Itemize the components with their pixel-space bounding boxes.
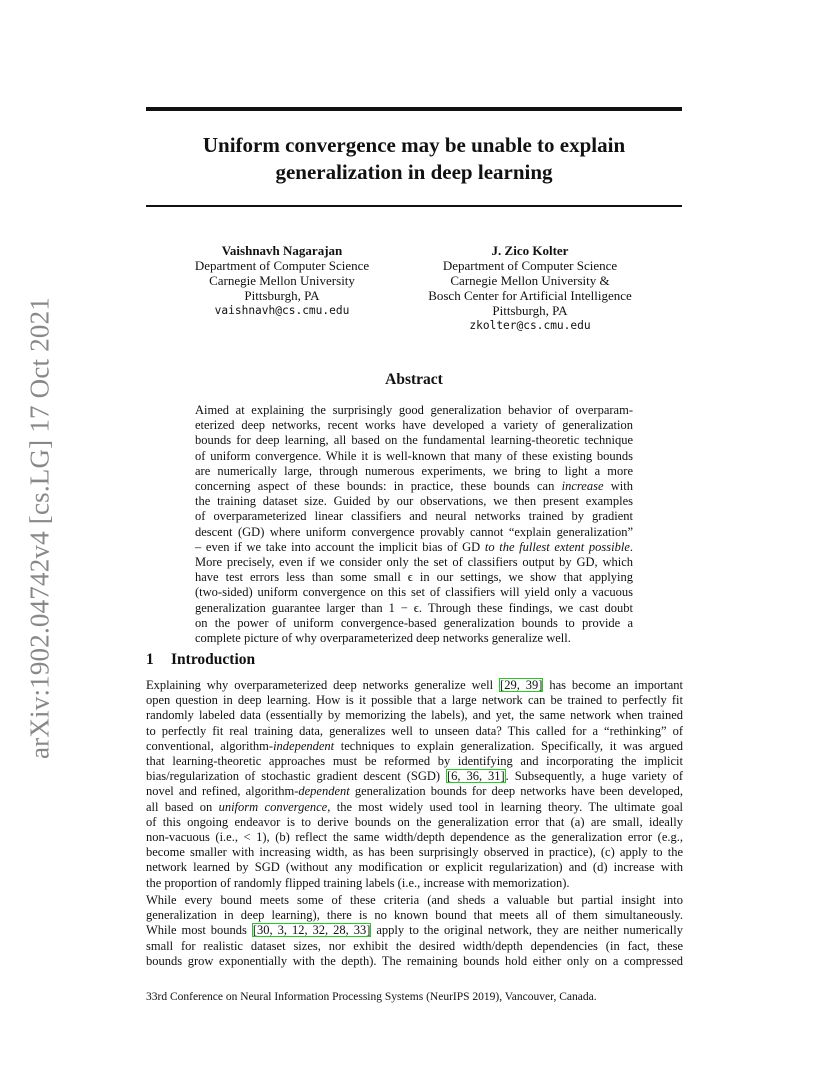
paragraph-line: that learning-theoretic approaches must be reformed by identifying and incorporating the implicit bbox=[146, 754, 683, 769]
paper-title bbox=[146, 132, 682, 186]
paragraph-line bbox=[146, 923, 683, 938]
abstract-line: bounds for deep learning, all based on the fundamental learning-theoretic technique bbox=[195, 433, 633, 448]
author-affiliation-line: Carnegie Mellon University & bbox=[450, 273, 610, 288]
paragraph-line: bounds grow exponentially with the depth). The remaining bounds hold either only on a compressed bbox=[146, 953, 683, 968]
title-top-rule bbox=[146, 107, 682, 111]
citation-link[interactable]: [30, 3, 12, 32, 28, 33] bbox=[252, 923, 371, 938]
intro-paragraph-1 bbox=[146, 678, 683, 891]
paragraph-line bbox=[146, 800, 683, 815]
abstract-line: (two-sided) uniform convergence on this set of classifiers will yield only a vacuous bbox=[195, 585, 633, 600]
citation-link[interactable]: [29, 39] bbox=[500, 678, 543, 692]
author-block-1 bbox=[176, 243, 388, 318]
emphasis-text: dependent bbox=[298, 784, 350, 799]
paragraph-line: randomly labeled data (essentially by memorizing the labels), and yet, the same network when trained bbox=[146, 708, 683, 723]
paragraph-line bbox=[146, 739, 683, 754]
abstract-line bbox=[195, 540, 633, 555]
abstract-line-text: . bbox=[629, 539, 633, 554]
paragraph-line: network learned by SGD (without any modification or explicit regularization) and (d) increase with bbox=[146, 860, 683, 875]
abstract-line-text: with bbox=[603, 479, 633, 494]
paragraph-line bbox=[146, 769, 683, 784]
conference-footnote: 33rd Conference on Neural Information Processing Systems (NeurIPS 2019), Vancouver, Canada. bbox=[146, 991, 597, 1003]
arxiv-side-label: arXiv:1902.04742v4 [cs.LG] 17 Oct 2021 bbox=[24, 296, 55, 760]
line-text: all based on bbox=[146, 799, 219, 814]
abstract-line: on the power of uniform convergence-based generalization bounds to provide a bbox=[195, 615, 633, 630]
abstract-emphasis: to the fullest extent possible bbox=[484, 539, 630, 554]
paragraph-line: to perfectly fit real training data, generalizes well to unseen data? This called for a “rethinking” of bbox=[146, 723, 683, 738]
abstract-line: of overparameterized linear classifiers and neural networks trained by gradient bbox=[195, 509, 633, 524]
abstract-line-text: – even if we take into account the implicit bias of GD bbox=[195, 539, 481, 554]
line-text: bias/regularization of stochastic gradient descent (SGD) bbox=[146, 769, 446, 784]
paragraph-line: become smaller with increasing width, as has been surprisingly observed in practice), (c) apply to the bbox=[146, 845, 683, 860]
author-affiliation-line: Bosch Center for Artificial Intelligence bbox=[428, 288, 632, 303]
line-text: novel and refined, algorithm- bbox=[146, 784, 299, 799]
emphasis-text: uniform convergence bbox=[218, 799, 328, 814]
title-line-1: Uniform convergence may be unable to explain bbox=[202, 133, 626, 157]
title-bottom-rule bbox=[146, 205, 682, 207]
citation-link[interactable]: [6, 36, 31] bbox=[447, 769, 505, 784]
author-name: J. Zico Kolter bbox=[491, 243, 569, 258]
author-email[interactable]: zkolter@cs.cmu.edu bbox=[469, 319, 591, 332]
section-heading bbox=[146, 650, 255, 670]
abstract-emphasis: increase bbox=[561, 479, 604, 494]
abstract-line: are numerically large, through numerous experiments, we bring to light a more bbox=[195, 463, 633, 478]
author-name: Vaishnavh Nagarajan bbox=[221, 243, 343, 258]
line-text: generalization bounds for deep networks have been developed, bbox=[349, 784, 683, 799]
line-text: Explaining why overparameterized deep networks generalize well bbox=[146, 678, 500, 692]
abstract-line: the training dataset size. Guided by our observations, we then present examples bbox=[195, 494, 633, 509]
title-line-2: generalization in deep learning bbox=[275, 160, 553, 184]
abstract-body bbox=[195, 403, 633, 646]
author-affiliation-line: Department of Computer Science bbox=[194, 258, 370, 273]
paragraph-line bbox=[146, 678, 683, 693]
abstract-line: complete picture of why overparameterized deep networks generalize well. bbox=[195, 631, 571, 646]
author-affiliation-line: Pittsburgh, PA bbox=[492, 303, 568, 318]
line-text: conventional, algorithm- bbox=[146, 738, 274, 753]
abstract-line: have test errors less than some small ϵ in our settings, we show that applying bbox=[195, 570, 633, 585]
abstract-line: Aimed at explaining the surprisingly good generalization behavior of overparam- bbox=[195, 403, 633, 417]
abstract-line: generalization guarantee larger than 1 − ϵ. Through these findings, we cast doubt bbox=[195, 600, 633, 615]
paragraph-line bbox=[146, 784, 683, 799]
author-affiliation-line: Department of Computer Science bbox=[442, 258, 618, 273]
author-affiliation-line: Pittsburgh, PA bbox=[244, 288, 320, 303]
line-text: While most bounds bbox=[146, 923, 252, 938]
emphasis-text: independent bbox=[273, 738, 335, 753]
paragraph-line: While every bound meets some of these criteria (and sheds a valuable but partial insight into bbox=[146, 893, 683, 907]
line-text: techniques to explain generalization. Specifically, it was argued bbox=[334, 738, 684, 753]
intro-paragraph-2 bbox=[146, 893, 683, 969]
section-title-text: Introduction bbox=[171, 651, 256, 668]
author-affiliation-line: Carnegie Mellon University bbox=[209, 273, 355, 288]
paragraph-line: non-vacuous (i.e., < 1), (b) reflect the same width/depth dependence as the generalization error (e.g., bbox=[146, 830, 683, 845]
line-text: . Subsequently, a huge variety of bbox=[505, 769, 684, 784]
abstract-line bbox=[195, 479, 633, 494]
abstract-line: eterized deep networks, recent works have developed a variety of generalization bbox=[195, 418, 633, 433]
abstract-line: More precisely, even if we consider only the set of classifiers output by GD, which bbox=[195, 555, 633, 570]
line-text: has become an important bbox=[543, 678, 683, 692]
paragraph-line: open question in deep learning. How is it possible that a large network can be trained to perfectly fit bbox=[146, 693, 683, 708]
author-email[interactable]: vaishnavh@cs.cmu.edu bbox=[214, 304, 350, 317]
abstract-line-text: concerning aspect of these bounds: in practice, these bounds can bbox=[195, 479, 555, 494]
paragraph-line: small for realistic dataset sizes, nor exhibit the desired width/depth dependencies (in fact, these bbox=[146, 938, 683, 953]
paragraph-line: the proportion of randomly flipped training labels (i.e., increase with memorization). bbox=[146, 875, 570, 890]
line-text: apply to the original network, they are neither numerically bbox=[371, 923, 684, 938]
abstract-line: descent (GD) where uniform convergence provably cannot “explain generalization” bbox=[195, 524, 633, 539]
paragraph-line: generalization in deep learning), there is no known bound that meets all of them simultaneously. bbox=[146, 908, 683, 923]
section-number: 1 bbox=[146, 651, 154, 668]
author-block-2 bbox=[412, 243, 648, 333]
line-text: , the most widely used tool in learning theory. The ultimate goal bbox=[327, 799, 684, 814]
abstract-heading: Abstract bbox=[385, 371, 443, 388]
abstract-line: of uniform convergence. While it is well-known that many of these existing bounds bbox=[195, 448, 633, 463]
paragraph-line: of this ongoing endeavor is to derive bounds on the generalization error that (a) are small, ideally bbox=[146, 814, 683, 829]
